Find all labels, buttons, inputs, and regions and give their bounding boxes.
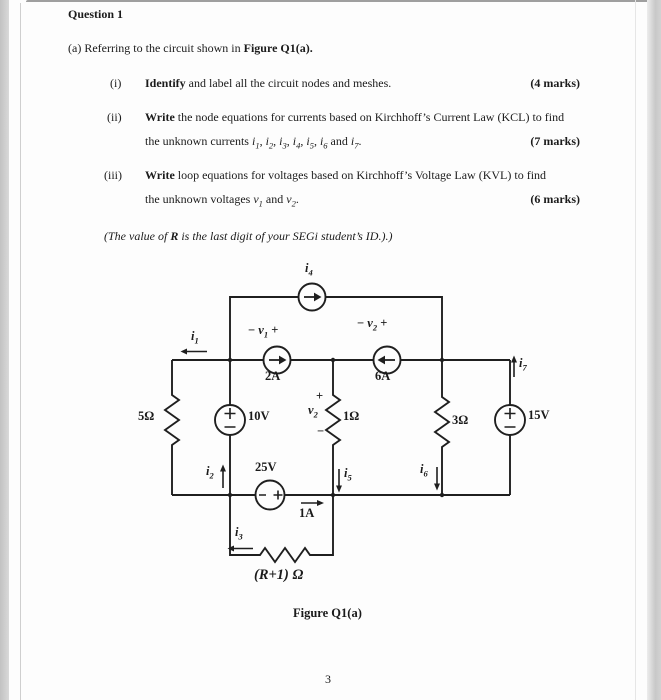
- resistor-5ohm: [165, 360, 179, 495]
- junction-dot: [228, 358, 232, 362]
- item-i-marks: (4 marks): [530, 76, 580, 90]
- junction-dot: [228, 493, 232, 497]
- source-value-2a: 2A: [265, 369, 281, 383]
- current-label-i4: $i_4$: [305, 261, 313, 278]
- current-label-i2: $i_2$: [206, 464, 214, 481]
- source-value-10v: 10V: [248, 409, 270, 423]
- circuit-wires: [165, 297, 510, 562]
- junction-dot: [331, 493, 335, 497]
- resistor-value-r-plus-1: (R+1) Ω: [254, 567, 304, 583]
- current-label-i1: $i_1$: [191, 329, 199, 346]
- resistor-value-5ohm: 5Ω: [138, 409, 155, 423]
- resistor-1ohm: [326, 360, 340, 495]
- intro-line: (a) Referring to the circuit shown in Figure Q1(a).: [68, 41, 313, 55]
- item-ii-text-line2: the unknown currents $i_1$, $i_2$, $i_3$, $i_4$, $i_5$, $i_6$ and $i_7$.: [145, 134, 362, 151]
- note-line: (The value of R is the last digit of your SEGi student’s ID.).): [104, 229, 393, 243]
- item-i-text: Identify and label all the circuit nodes and meshes.: [145, 76, 392, 90]
- i2-arrow-up-icon: [220, 465, 226, 472]
- junction-dot: [440, 493, 444, 497]
- v2-plus-mark: +: [316, 389, 324, 403]
- item-iii-text-line1: Write loop equations for voltages based on Kirchhoff’s Voltage Law (KVL) to find: [145, 168, 547, 182]
- current-label-i5: $i_5$: [344, 466, 352, 483]
- i6-arrow-down-icon: [434, 484, 440, 491]
- current-label-i3: $i_3$: [235, 525, 243, 542]
- item-ii-marks: (7 marks): [530, 134, 580, 148]
- voltage-label-v2-across: − $v_2$ +: [357, 316, 388, 333]
- item-ii-text-line1: Write the node equations for currents based on Kirchhoff’s Current Law (KCL) to find: [145, 110, 565, 124]
- item-iii-number: (iii): [104, 168, 122, 182]
- voltage-label-v2: $v_2$: [308, 403, 318, 420]
- junction-dot: [331, 358, 335, 362]
- resistor-value-3ohm: 3Ω: [452, 413, 469, 427]
- source-value-15v: 15V: [528, 408, 550, 422]
- page-number: 3: [325, 672, 331, 686]
- item-iii-marks: (6 marks): [530, 192, 580, 206]
- current-label-i7: $i_7$: [519, 356, 527, 373]
- junction-dots: [228, 358, 444, 497]
- item-i-number: (i): [110, 76, 122, 90]
- source-value-1a: 1A: [299, 506, 315, 520]
- question-title: Question 1: [68, 7, 124, 21]
- 1a-arrow-right-icon: [317, 500, 324, 506]
- source-value-25v: 25V: [255, 460, 277, 474]
- resistor-value-1ohm: 1Ω: [343, 409, 360, 423]
- item-iii-text-line2: the unknown voltages $v_1$ and $v_2$.: [145, 192, 299, 209]
- figure-caption: Figure Q1(a): [293, 606, 362, 620]
- item-ii-number: (ii): [107, 110, 122, 124]
- i1-arrow-left-icon: [181, 349, 188, 355]
- voltage-label-v1-across: − $v_1$ +: [248, 323, 279, 340]
- current-direction-arrows: [181, 349, 518, 552]
- v2-minus-mark: −: [317, 424, 325, 438]
- junction-dot: [440, 358, 444, 362]
- i7-arrow-up-icon: [511, 356, 517, 363]
- current-label-i6: $i_6$: [420, 462, 428, 479]
- source-value-6a: 6A: [375, 369, 391, 383]
- i5-arrow-down-icon: [336, 486, 342, 493]
